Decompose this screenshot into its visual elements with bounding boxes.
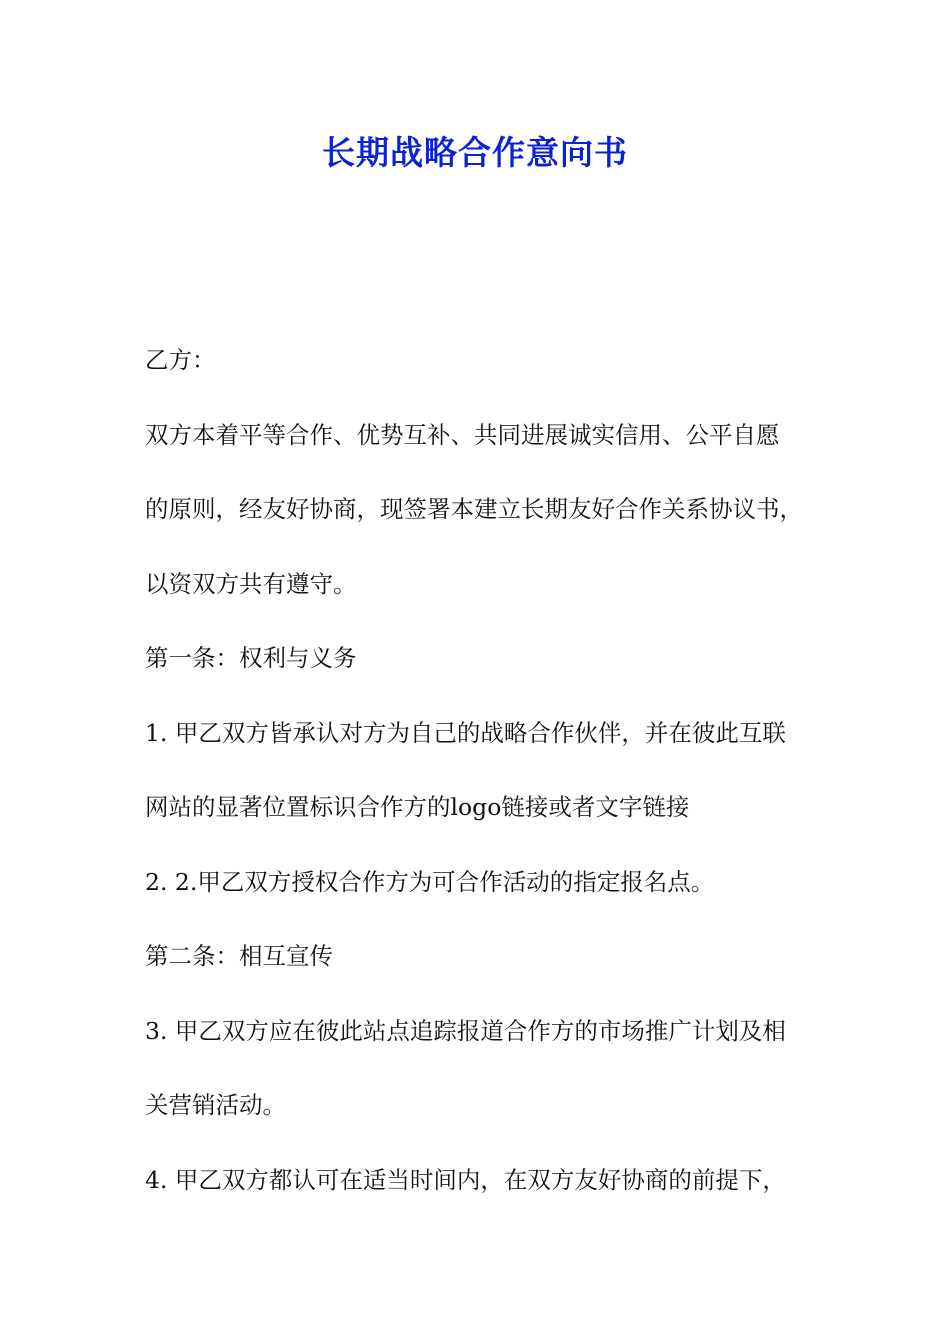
clause-3-line: 3. 甲乙双方应在彼此站点追踪报道合作方的市场推广计划及相 bbox=[145, 1016, 786, 1045]
clause-3-line: 关营销活动。 bbox=[145, 1091, 286, 1119]
clause-1-line: 1. 甲乙双方皆承认对方为自己的战略合作伙伴，并在彼此互联 bbox=[145, 718, 786, 747]
clause-1-line: 网站的显著位置标识合作方的logo链接或者文字链接 bbox=[145, 793, 690, 821]
document-body bbox=[145, 340, 845, 1234]
body-text-line: 双方本着平等合作、优势互补、共同进展诚实信用、公平自愿 bbox=[145, 420, 780, 449]
article-1-heading: 第一条：权利与义务 bbox=[145, 644, 357, 672]
document-title: 长期战略合作意向书 bbox=[322, 133, 628, 172]
body-text-line: 以资双方共有遵守。 bbox=[145, 569, 357, 598]
clause-4-line: 4. 甲乙双方都认可在适当时间内，在双方友好协商的前提下， bbox=[145, 1165, 786, 1194]
article-2-heading: 第二条：相互宣传 bbox=[145, 942, 333, 970]
clause-2-line: 2. 2.甲乙双方授权合作方为可合作活动的指定报名点。 bbox=[145, 867, 715, 896]
party-b-label: 乙方： bbox=[145, 346, 216, 374]
body-text-line: 的原则，经友好协商，现签署本建立长期友好合作关系协议书， bbox=[145, 495, 803, 523]
